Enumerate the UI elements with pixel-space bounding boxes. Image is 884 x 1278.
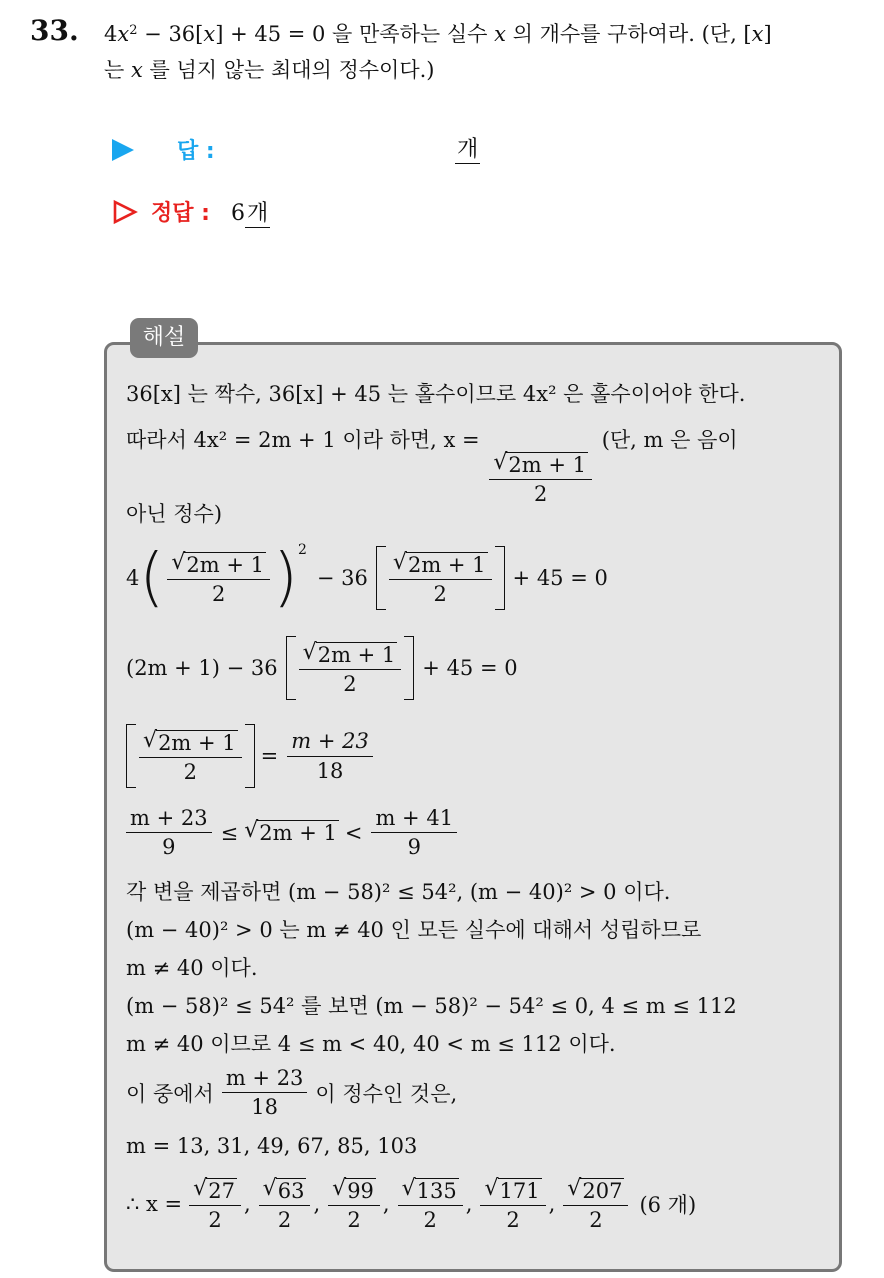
- solution-line-11: (m − 58)² ≤ 54² 를 보면 (m − 58)² − 54² ≤ 0, 4 ≤ m ≤ 112: [126, 994, 737, 1018]
- correct-value: 6: [230, 201, 245, 226]
- solution-line-15: ∴ x = √ 27 2 , √ 63 2 , √ 99 2 , √ 135 2 , √ 171 2 , √ 207 2 (6 개): [126, 1176, 697, 1233]
- play-triangle-icon: [112, 139, 134, 161]
- solution-line-2: 따라서 4x² = 2m + 1 이라 하면, x = √ 2m + 1 2 (단, m 은 음이: [126, 428, 738, 507]
- answer-blank[interactable]: [455, 132, 480, 163]
- answer-unit: 개: [457, 137, 479, 162]
- question-line-1: $4x^2 - 36[x] + 45 = 0$ 을 만족하는 실수 x 의 개수를 구하여라. (단, [x]: [104, 22, 772, 46]
- solution-line-10: m ≠ 40 이다.: [126, 956, 258, 980]
- solution-line-7: $\frac{m + 23}{9}$ ≤ √ 2m + 1 < $\frac{m + 41}{9}$: [126, 806, 460, 859]
- solution-line-5: (2m + 1) − 36 √ 2m + 1 2 + 45 = 0: [126, 636, 518, 700]
- answer-row: [112, 134, 215, 165]
- outline-triangle-icon: [112, 199, 138, 225]
- correct-answer-row: [112, 196, 270, 227]
- solution-line-8: 각 변을 제곱하면 (m − 58)² ≤ 54², (m − 40)² > 0 이다.: [126, 880, 671, 904]
- correct-label: 정답 :: [151, 201, 210, 226]
- solution-line-3: 아닌 정수): [126, 502, 223, 526]
- answer-label: 답 :: [177, 139, 215, 164]
- solution-tag: 해설: [130, 318, 198, 358]
- solution-line-9: (m − 40)² > 0 는 m ≠ 40 인 모든 실수에 대해서 성립하므로: [126, 918, 702, 942]
- solution-line-4: 4 ( √ 2m + 1 2 ) 2 − 36 √ 2m + 1 2 + 45 = 0: [126, 541, 608, 615]
- question-line-2: 는 x 를 넘지 않는 최대의 정수이다.): [104, 58, 435, 82]
- solution-line-12: m ≠ 40 이므로 4 ≤ m < 40, 40 < m ≤ 112 이다.: [126, 1032, 616, 1056]
- solution-line-14: m = 13, 31, 49, 67, 85, 103: [126, 1134, 418, 1158]
- solution-line-6: √ 2m + 1 2 = $\frac{m + 23}{18}$: [126, 724, 376, 788]
- correct-unit: 개: [246, 201, 269, 226]
- question-number: 33.: [30, 14, 79, 47]
- solution-line-13: 이 중에서 $\frac{m + 23}{18}$ 이 정수인 것은,: [126, 1066, 458, 1120]
- solution-line-1: 36[x] 는 짝수, 36[x] + 45 는 홀수이므로 4x² 은 홀수이어야 한다.: [126, 382, 746, 406]
